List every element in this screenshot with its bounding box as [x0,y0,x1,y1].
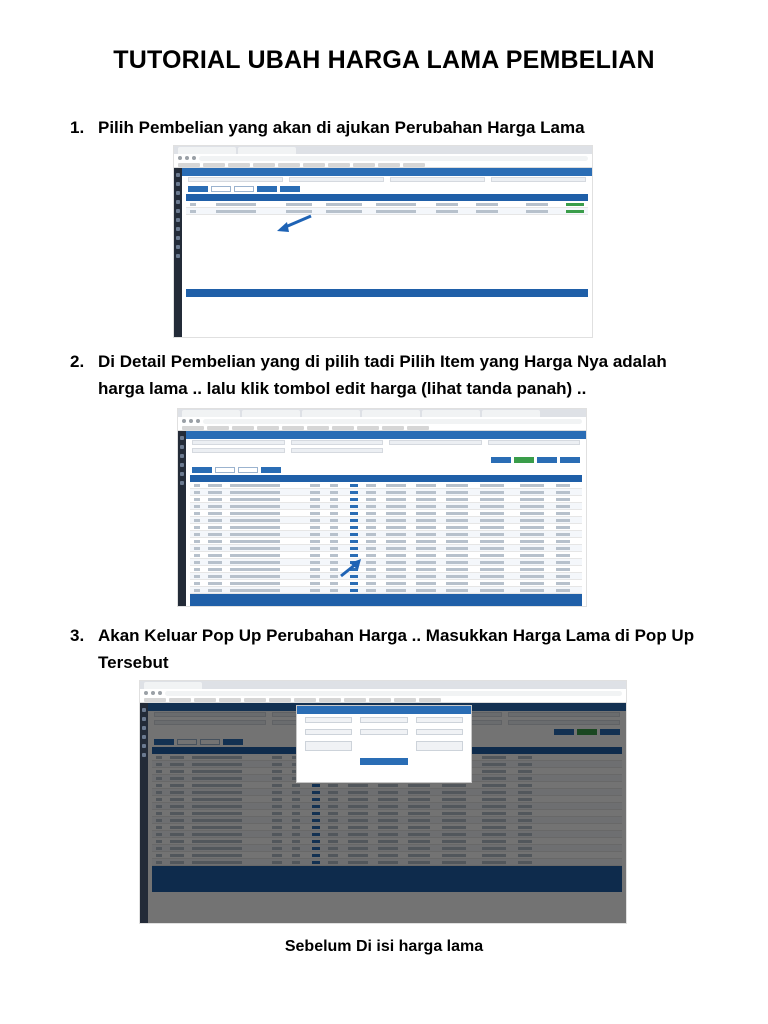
screenshot-purchase-detail [177,408,587,607]
table-row [186,208,588,215]
table-row [190,489,582,496]
step-2 [70,348,710,402]
toolbar [182,184,592,194]
arrow-icon [338,557,364,579]
panel-header [182,168,592,176]
table-row [190,503,582,510]
app-main [182,168,592,337]
panel-header [186,431,586,439]
table-row [190,587,582,594]
step-3 [70,622,710,676]
table-row [190,482,582,489]
table-header [190,475,582,482]
app-sidebar [174,168,182,337]
action-buttons [186,455,586,465]
table-row [190,531,582,538]
app-window [140,703,626,923]
step-text: Di Detail Pembelian yang di pilih tadi Pilih Item yang Harga Nya adalah [98,352,667,371]
form-row [186,447,586,455]
browser-tabs [178,409,586,417]
step-text: harga lama .. lalu klik tombol edit harga (lihat tanda panah) .. [98,379,587,398]
step-number: 3. [70,626,85,645]
table-row [190,580,582,587]
modal-submit-button[interactable] [360,758,408,765]
screenshot-price-change-popup [139,680,627,924]
form-row [186,439,586,447]
app-sidebar [140,703,148,923]
table-row [190,510,582,517]
step-number: 1. [70,118,85,137]
step-number: 2. [70,352,85,371]
app-sidebar [178,431,186,606]
step-text: Akan Keluar Pop Up Perubahan Harga .. Masukkan Harga Lama di Pop Up [98,626,695,645]
browser-tabs [140,681,626,689]
modal-row [297,738,471,754]
screenshot-purchase-list [173,145,593,338]
image-caption: Sebelum Di isi harga lama [284,938,484,955]
table-row [190,552,582,559]
step-text: Pilih Pembelian yang akan di ajukan Perubahan Harga Lama [98,118,585,137]
table-body [186,482,586,594]
app-window [174,168,592,337]
table-footer [190,594,582,607]
table-row [190,573,582,580]
table-row [190,538,582,545]
app-main [186,431,586,606]
table-row [190,559,582,566]
table-footer [186,289,588,297]
browser-url-bar [174,154,592,162]
table-row [190,496,582,503]
modal-row [297,726,471,738]
table-header [186,194,588,201]
browser-tabs [174,146,592,154]
app-window [178,431,586,606]
price-change-modal [296,705,472,783]
toolbar [186,465,586,475]
table-row [186,201,588,208]
arrow-icon [275,212,315,234]
step-text: Tersebut [98,653,169,672]
modal-header [297,706,471,714]
step-1 [70,114,710,141]
modal-row [297,714,471,726]
filter-row [182,176,592,184]
browser-url-bar [178,417,586,425]
browser-url-bar [140,689,626,697]
table-row [190,517,582,524]
table-row [190,566,582,573]
table-row [190,524,582,531]
document-title: TUTORIAL UBAH HARGA LAMA PEMBELIAN [113,46,655,74]
table-row [190,545,582,552]
